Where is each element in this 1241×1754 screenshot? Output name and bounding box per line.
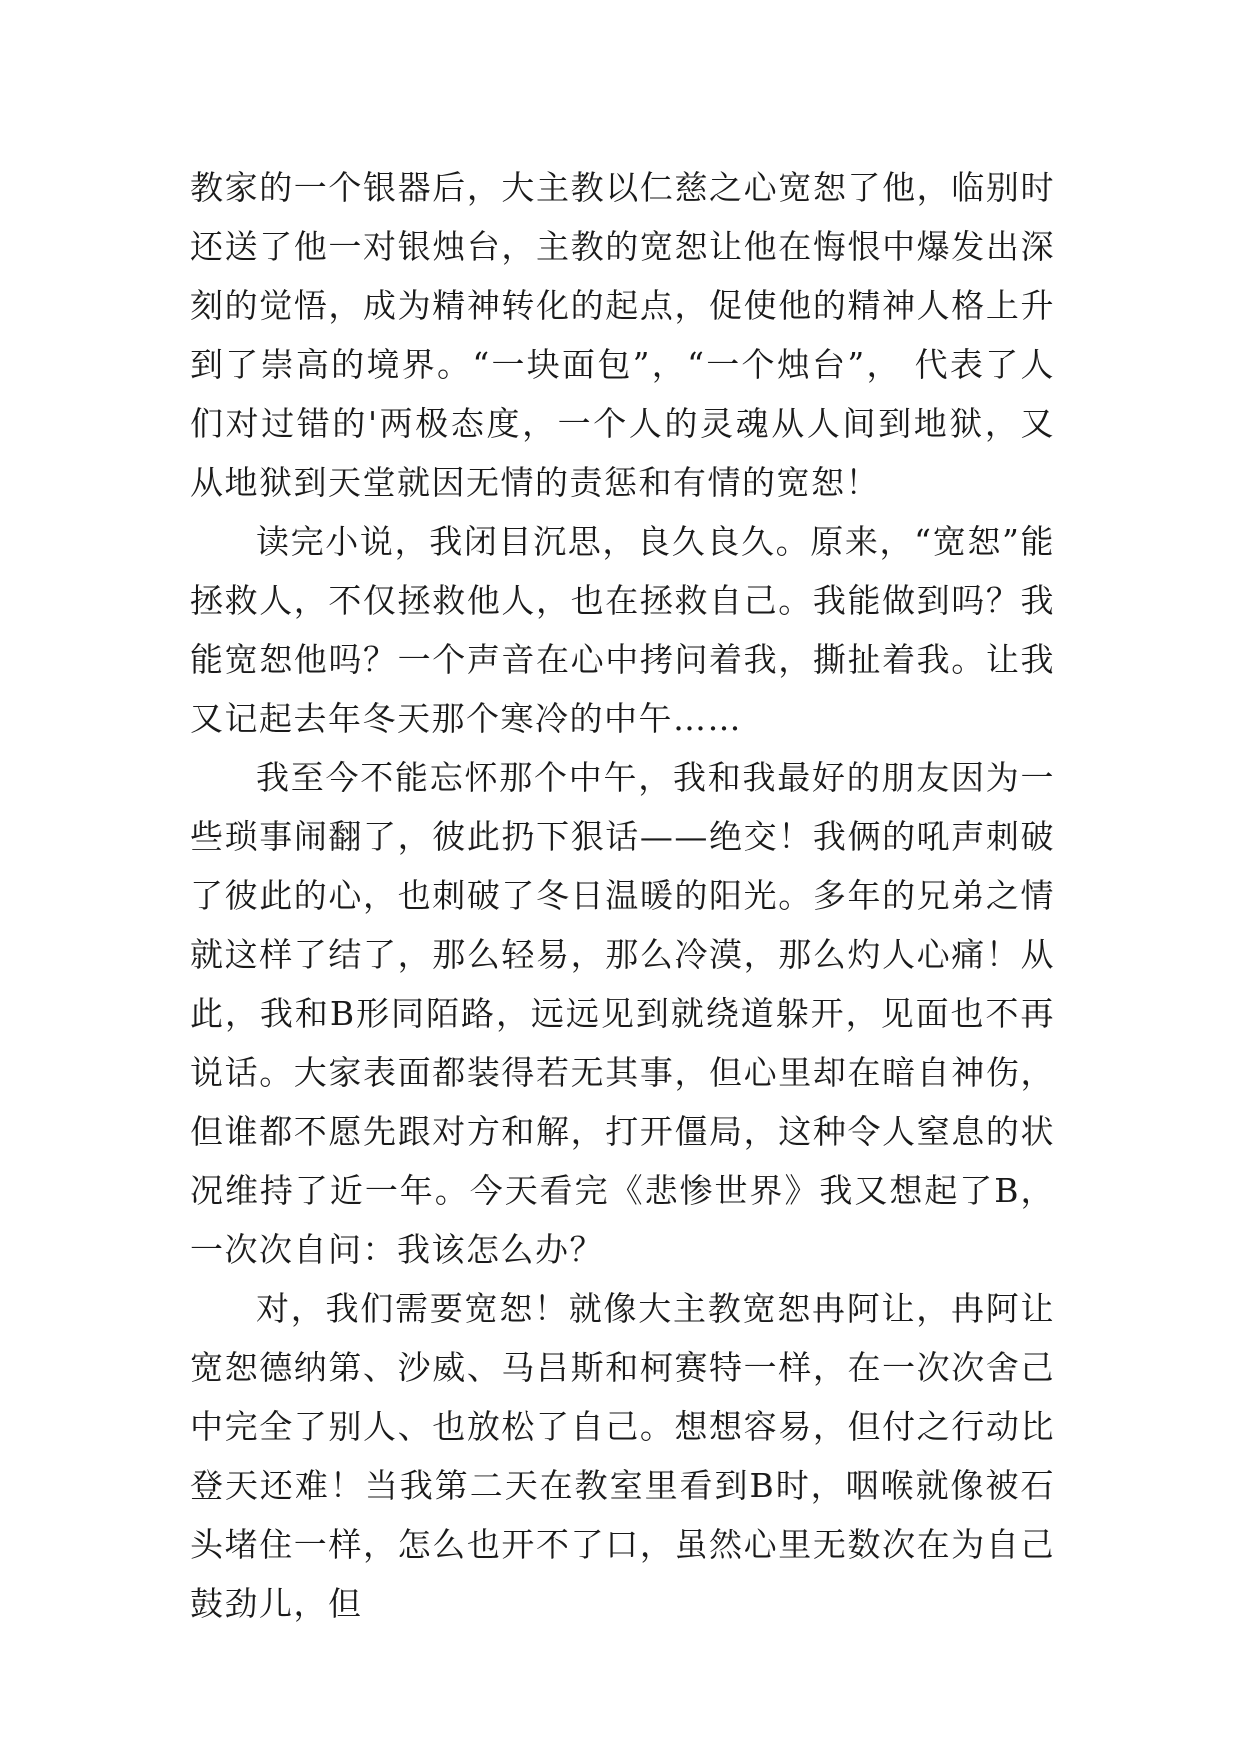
document-page <box>190 158 1055 1633</box>
paragraph-1: 教家的一个银器后，大主教以仁慈之心宽恕了他，临别时还送了他一对银烛台，主教的宽恕让他在悔恨中爆发出深刻的觉悟，成为精神转化的起点，促使他的精神人格上升到了崇高的境界。“一块面包”，“一个烛台”， 代表了人们对过错的'两极态度，一个人的灵魂从人间到地狱，又从地狱到天堂就因无情的责惩和有情的宽恕！ <box>190 168 1055 502</box>
paragraph-4: 对，我们需要宽恕！就像大主教宽恕冉阿让，冉阿让宽恕德纳第、沙威、马吕斯和柯赛特一样，在一次次舍己中完全了别人、也放松了自己。想想容易，但付之行动比登天还难！当我第二天在教室里看到B时，咽喉就像被石头堵住一样，怎么也开不了口，虽然心里无数次在为自己鼓劲儿，但 <box>190 1289 1055 1623</box>
paragraph-3: 我至今不能忘怀那个中午，我和我最好的朋友因为一些琐事闹翻了，彼此扔下狠话——绝交！我俩的吼声刺破了彼此的心，也刺破了冬日温暖的阳光。多年的兄弟之情就这样了结了，那么轻易，那么冷漠，那么灼人心痛！从此，我和B形同陌路，远远见到就绕道躲开，见面也不再说话。大家表面都装得若无其事，但心里却在暗自神伤，但谁都不愿先跟对方和解，打开僵局，这种令人窒息的状况维持了近一年。今天看完《悲惨世界》我又想起了B，一次次自问：我该怎么办？ <box>190 758 1055 1269</box>
paragraph-2: 读完小说，我闭目沉思，良久良久。原来，“宽恕”能拯救人，不仅拯救他人，也在拯救自己。我能做到吗？我能宽恕他吗？一个声音在心中拷问着我，撕扯着我。让我又记起去年冬天那个寒冷的中午…… <box>190 522 1055 738</box>
